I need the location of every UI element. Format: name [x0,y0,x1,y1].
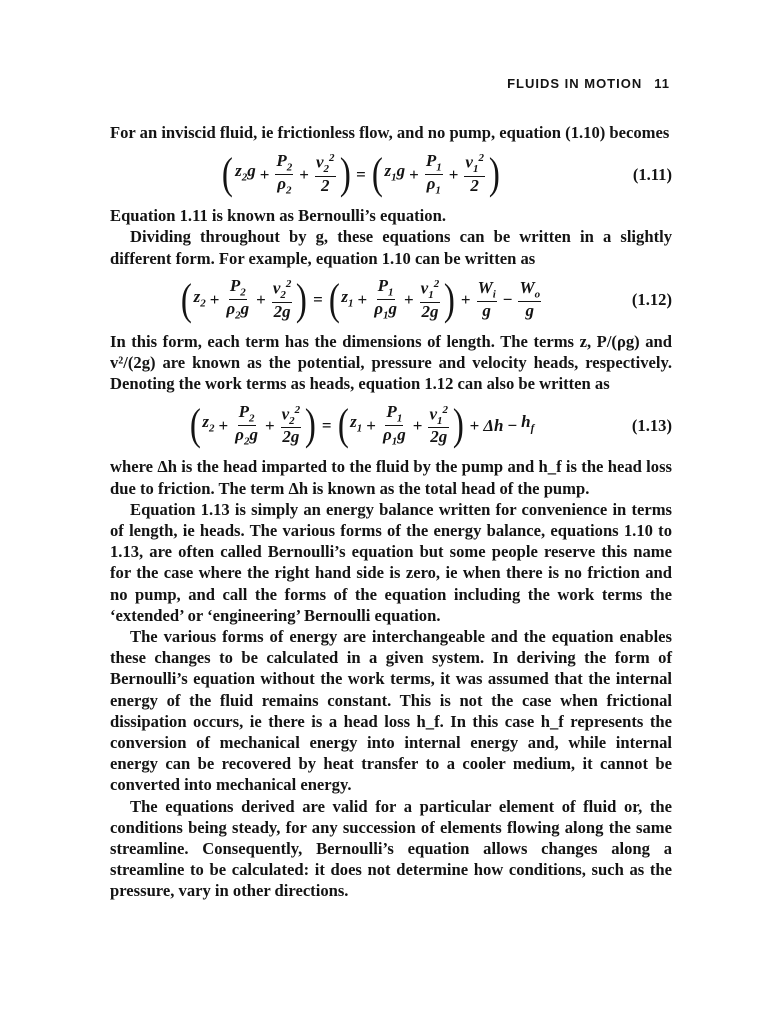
paragraph-4: In this form, each term has the dimensions of length. The terms z, P/(ρg) and v²/(2g) are known as the potential, pressure and velocity heads, respectively. Denoting the work terms as heads, equation 1.12 can also be written as [110,331,672,394]
paragraph-7: The various forms of energy are interchangeable and the equation enables these changes to be calculated in a given system. In deriving the form of Bernoulli’s equation without the work terms, it was assumed that the internal energy of the fluid remains constant. This is not the case when frictional dissipation occurs, ie there is a head loss h_f. In this case h_f represents the conversion of mechanical energy into internal energy and, while internal energy can be recovered by heat transfer to a cooler medium, it cannot be converted into mechanical energy. [110,627,672,795]
paragraph-5: where Δh is the head imparted to the fluid by the pump and h_f is the head loss due to friction. The term Δh is known as the total head of the pump. [110,457,672,498]
paragraph-1: For an inviscid fluid, ie frictionless flow, and no pump, equation (1.10) becomes [110,123,670,142]
running-header [507,76,670,91]
equation-number: (1.11) [632,164,672,184]
equation-1-11 [110,143,672,205]
body-text [110,122,672,902]
page-number: 11 [654,76,670,91]
equation-number: (1.12) [631,290,672,310]
paragraph-3: Dividing throughout by g, these equations can be written in a slightly different form. For example, equation 1.10 can be written as [110,227,672,268]
paragraph-6: Equation 1.13 is simply an energy balance written for convenience in terms of length, ie heads. The various forms of the energy balance, equations 1.10 to 1.13, are often called Bernoulli’s equation but some people reserve this name for the case where the right hand side is zero, ie when there is no friction and no pump, and call the forms of the equation including the work terms the ‘extended’ or ‘engineering’ Bernoulli equation. [110,499,672,625]
paragraph-8: The equations derived are valid for a particular element of fluid or, the conditions being steady, for any succession of elements flowing along the same streamline. Consequently, Bernoulli’s equation allows changes along a streamline to be calculated: it does not determine how conditions, such as the pressure, vary in other directions. [110,796,672,901]
equation-body: ( $z_2g$ + $\frac{P_2}{\rho_2}$ + $\frac{v_2^2}{2}$ ) = ( $z_1g$ + $\frac{P_1}{\rho_1}$ + $\frac{v_1^2}{2}$ ) [222,149,500,199]
equation-1-12 [110,269,672,331]
equation-body: ( $z_2$ + $\frac{P_2}{\rho_2g}$ + $\frac{v_2^2}{2g}$ ) = ( $z_1$ + $\frac{P_1}{\rho_1g}$ + $\frac{v_1^2}{2g}$ ) + $\frac{W_i}{g}$ − $\frac{W_o}{g}$ [180,274,541,324]
equation-body: ( $z_2$ + $\frac{P_2}{\rho_2g}$ + $\frac{v_2^2}{2g}$ ) = ( $z_1$ + $\frac{P_1}{\rho_1g}$ + $\frac{v_1^2}{2g}$ ) + Δh − $h_f$ [189,400,535,450]
chapter-title: FLUIDS IN MOTION [507,76,643,91]
equation-1-13 [110,394,672,456]
paragraph-2: Equation 1.11 is known as Bernoulli’s equation. [110,206,446,226]
equation-number: (1.13) [631,415,672,435]
